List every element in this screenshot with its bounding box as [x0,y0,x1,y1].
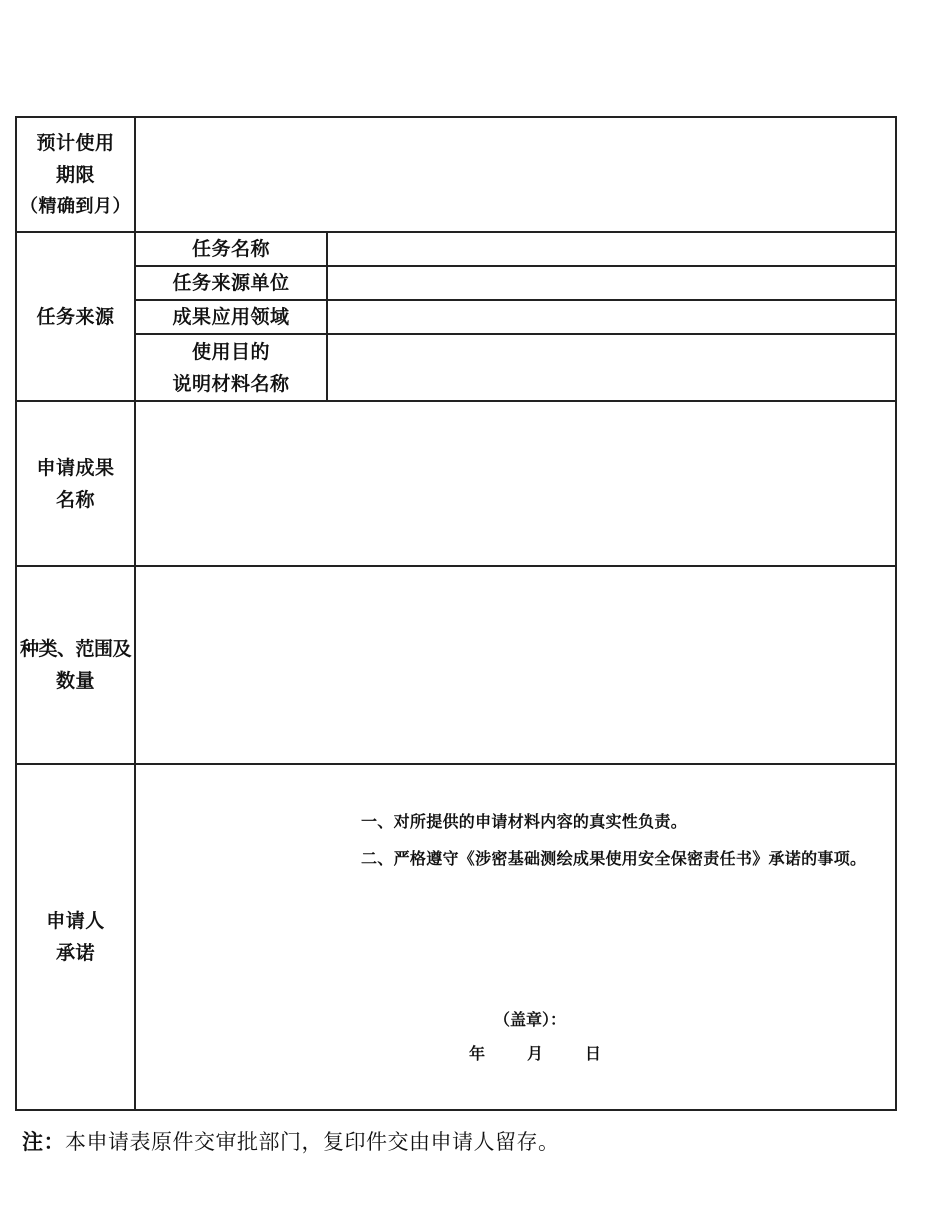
application-form-table [15,116,897,1111]
application-field-field[interactable] [328,301,895,333]
purpose-line2: 说明材料名称 [172,372,290,395]
application-field-label [136,301,326,333]
commitment-item-1: 一、对所提供的申请材料内容的真实性负责。 [361,812,688,831]
task-source-label [17,233,134,400]
usage-period-line2: 期限 [55,163,95,186]
purpose-label [136,335,326,400]
product-name-field[interactable] [136,402,895,565]
usage-period-line1: 预计使用 [36,131,115,154]
product-name-line1: 申请成果 [36,456,115,479]
date-day: 日 [585,1044,602,1063]
category-label [17,567,134,763]
application-field-label-text: 成果应用领域 [172,306,290,328]
footnote [22,1126,560,1156]
footnote-text: 本申请表原件交审批部门，复印件交由申请人留存。 [65,1130,560,1154]
task-name-field[interactable] [328,233,895,265]
purpose-field[interactable] [328,335,895,400]
commitment-label [17,765,134,1109]
usage-period-field[interactable] [136,118,895,231]
category-line2: 数量 [55,670,95,692]
date-month: 月 [527,1044,544,1063]
usage-period-line3: （精确到月） [20,195,131,217]
commitment-field [136,765,895,1109]
source-unit-field[interactable] [328,267,895,299]
product-name-label [17,402,134,565]
purpose-line1: 使用目的 [191,340,270,363]
commitment-line2: 承诺 [55,942,95,964]
category-field[interactable] [136,567,895,763]
seal-label: （盖章）： [494,1010,567,1029]
usage-period-label [17,118,134,231]
task-source-label-text: 任务来源 [36,305,115,328]
category-line1: 种类、范围及 [19,638,131,660]
commitment-line1: 申请人 [46,910,105,932]
date-year: 年 [469,1044,486,1063]
footnote-prefix: 注： [22,1130,65,1154]
task-name-label-text: 任务名称 [191,238,270,260]
source-unit-label [136,267,326,299]
commitment-item-2: 二、严格遵守《涉密基础测绘成果使用安全保密责任书》承诺的事项。 [361,849,867,868]
product-name-line2: 名称 [55,488,95,511]
source-unit-label-text: 任务来源单位 [172,272,290,294]
task-name-label [136,233,326,265]
